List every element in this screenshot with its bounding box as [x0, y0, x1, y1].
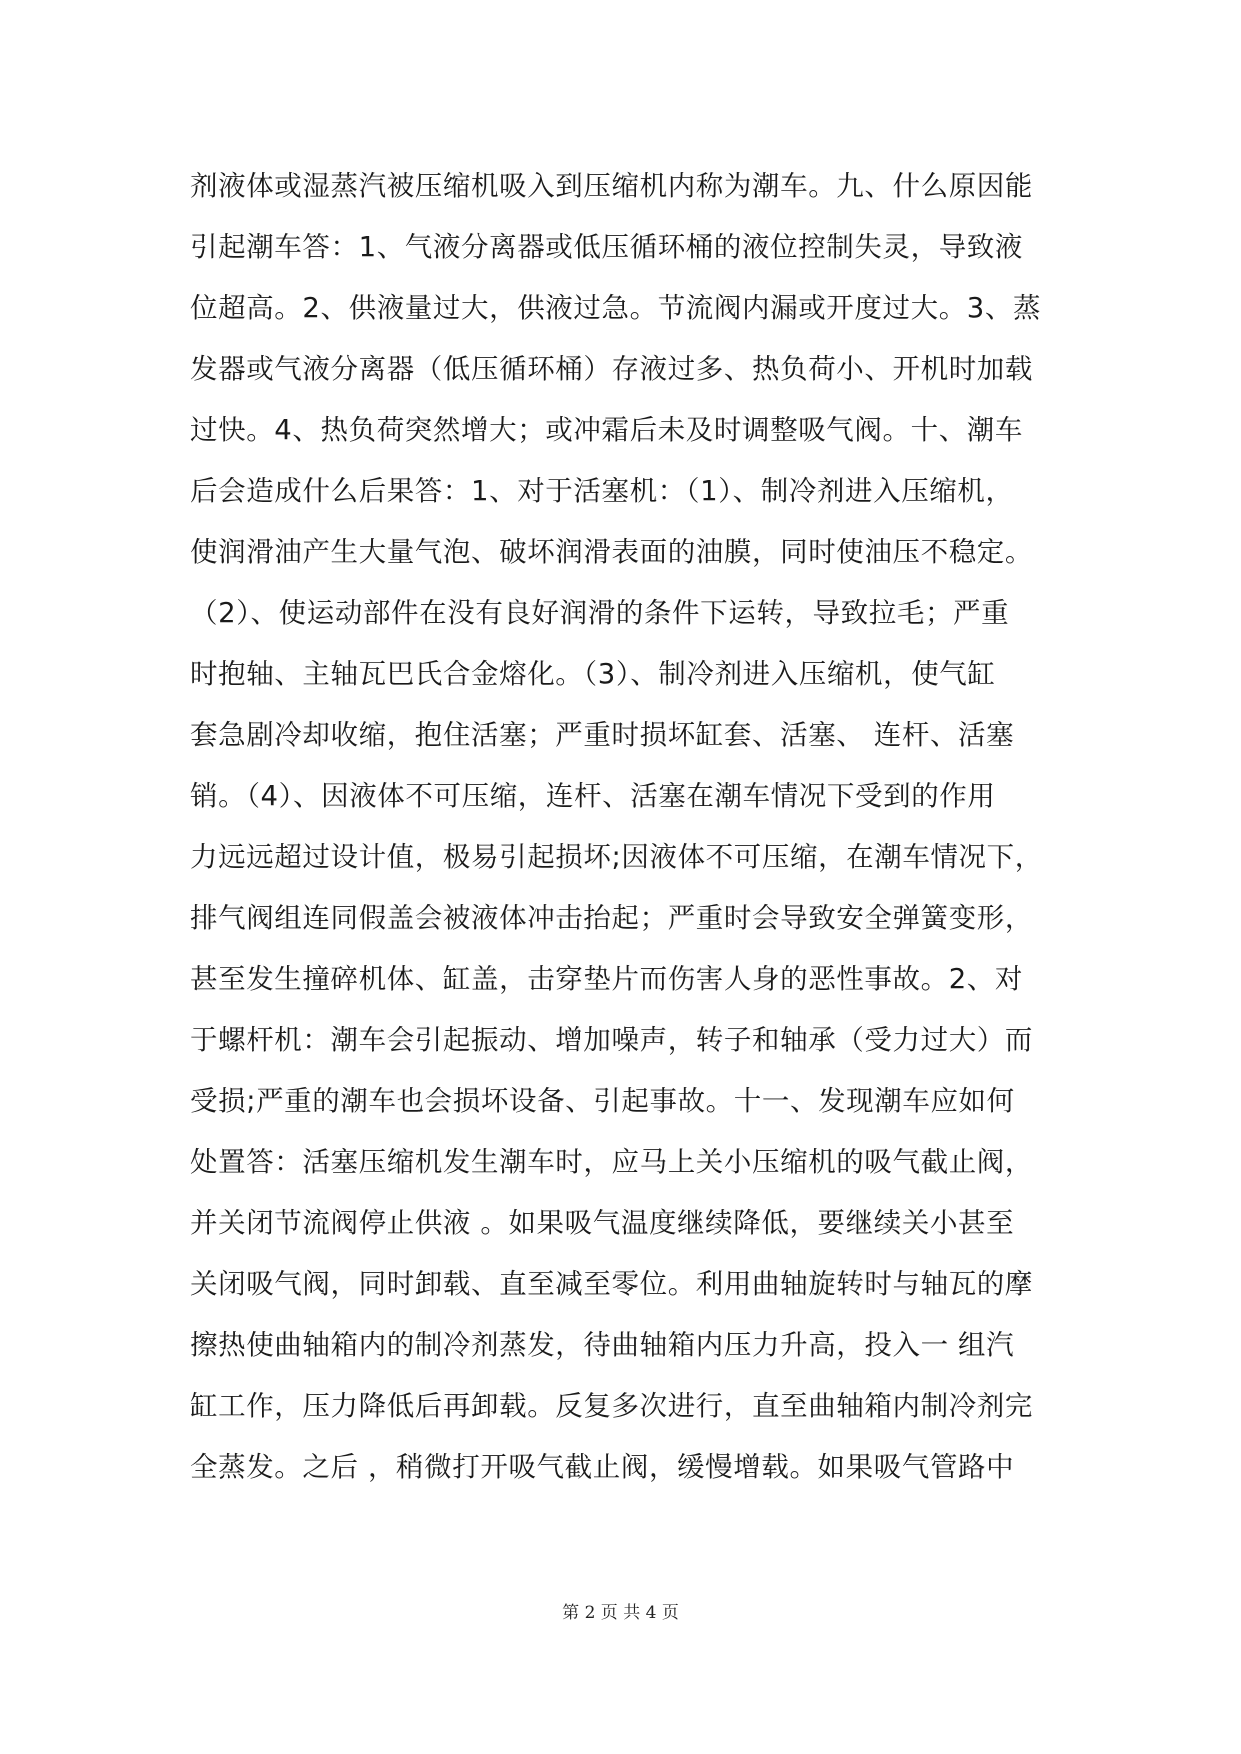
- text-line: 后会造成什么后果答：1、对于活塞机：（1）、制冷剂进入压缩机，: [190, 475, 1014, 507]
- text-line: 销。（4）、因液体不可压缩，连杆、活塞在潮车情况下受到的作用: [190, 780, 996, 812]
- text-line: 甚至发生撞碎机体、缸盖，击穿垫片而伤害人身的恶性事故。2、对: [190, 963, 1023, 995]
- text-line: 过快。4、热负荷突然增大；或冲霜后未及时调整吸气阀。十、潮车: [190, 414, 1023, 446]
- text-line: 套急剧冷却收缩，抱住活塞；严重时损坏缸套、活塞、 连杆、活塞: [190, 719, 1015, 751]
- text-line: 力远远超过设计值，极易引起损坏;因液体不可压缩，在潮车情况下，: [190, 841, 1043, 873]
- text-line: 于螺杆机：潮车会引起振动、增加噪声，转子和轴承（受力过大）而: [190, 1024, 1033, 1056]
- text-line: 受损;严重的潮车也会损坏设备、引起事故。十一、发现潮车应如何: [190, 1085, 1015, 1117]
- text-line: 发器或气液分离器（低压循环桶）存液过多、热负荷小、开机时加载: [190, 353, 1033, 385]
- text-line: 全蒸发。之后 ，稍微打开吸气截止阀，缓慢增载。如果吸气管路中: [190, 1451, 1015, 1483]
- text-line: 缸工作，压力降低后再卸载。反复多次进行，直至曲轴箱内制冷剂完: [190, 1390, 1033, 1422]
- text-line: 排气阀组连同假盖会被液体冲击抬起；严重时会导致安全弹簧变形，: [190, 902, 1033, 934]
- text-line: 引起潮车答：1、气液分离器或低压循环桶的液位控制失灵，导致液: [190, 231, 1023, 263]
- text-line: 位超高。2、供液量过大，供液过急。节流阀内漏或开度过大。3、蒸: [190, 292, 1042, 324]
- text-line: 处置答：活塞压缩机发生潮车时，应马上关小压缩机的吸气截止阀，: [190, 1146, 1033, 1178]
- text-line: 关闭吸气阀，同时卸载、直至减至零位。利用曲轴旋转时与轴瓦的摩: [190, 1268, 1033, 1300]
- text-line: 并关闭节流阀停止供液 。如果吸气温度继续降低，要继续关小甚至: [190, 1207, 1015, 1239]
- text-line: 擦热使曲轴箱内的制冷剂蒸发，待曲轴箱内压力升高，投入一 组汽: [190, 1329, 1015, 1361]
- body-text: [190, 156, 1050, 1498]
- text-line: 使润滑油产生大量气泡、破坏润滑表面的油膜，同时使油压不稳定。: [190, 536, 1033, 568]
- text-line: 时抱轴、主轴瓦巴氏合金熔化。（3）、制冷剂进入压缩机，使气缸: [190, 658, 996, 690]
- text-line: 剂液体或湿蒸汽被压缩机吸入到压缩机内称为潮车。九、什么原因能: [190, 170, 1033, 202]
- text-line: （2）、使运动部件在没有良好润滑的条件下运转，导致拉毛；严重: [190, 597, 1010, 629]
- page-number-footer: 第 2 页 共 4 页: [562, 1603, 679, 1623]
